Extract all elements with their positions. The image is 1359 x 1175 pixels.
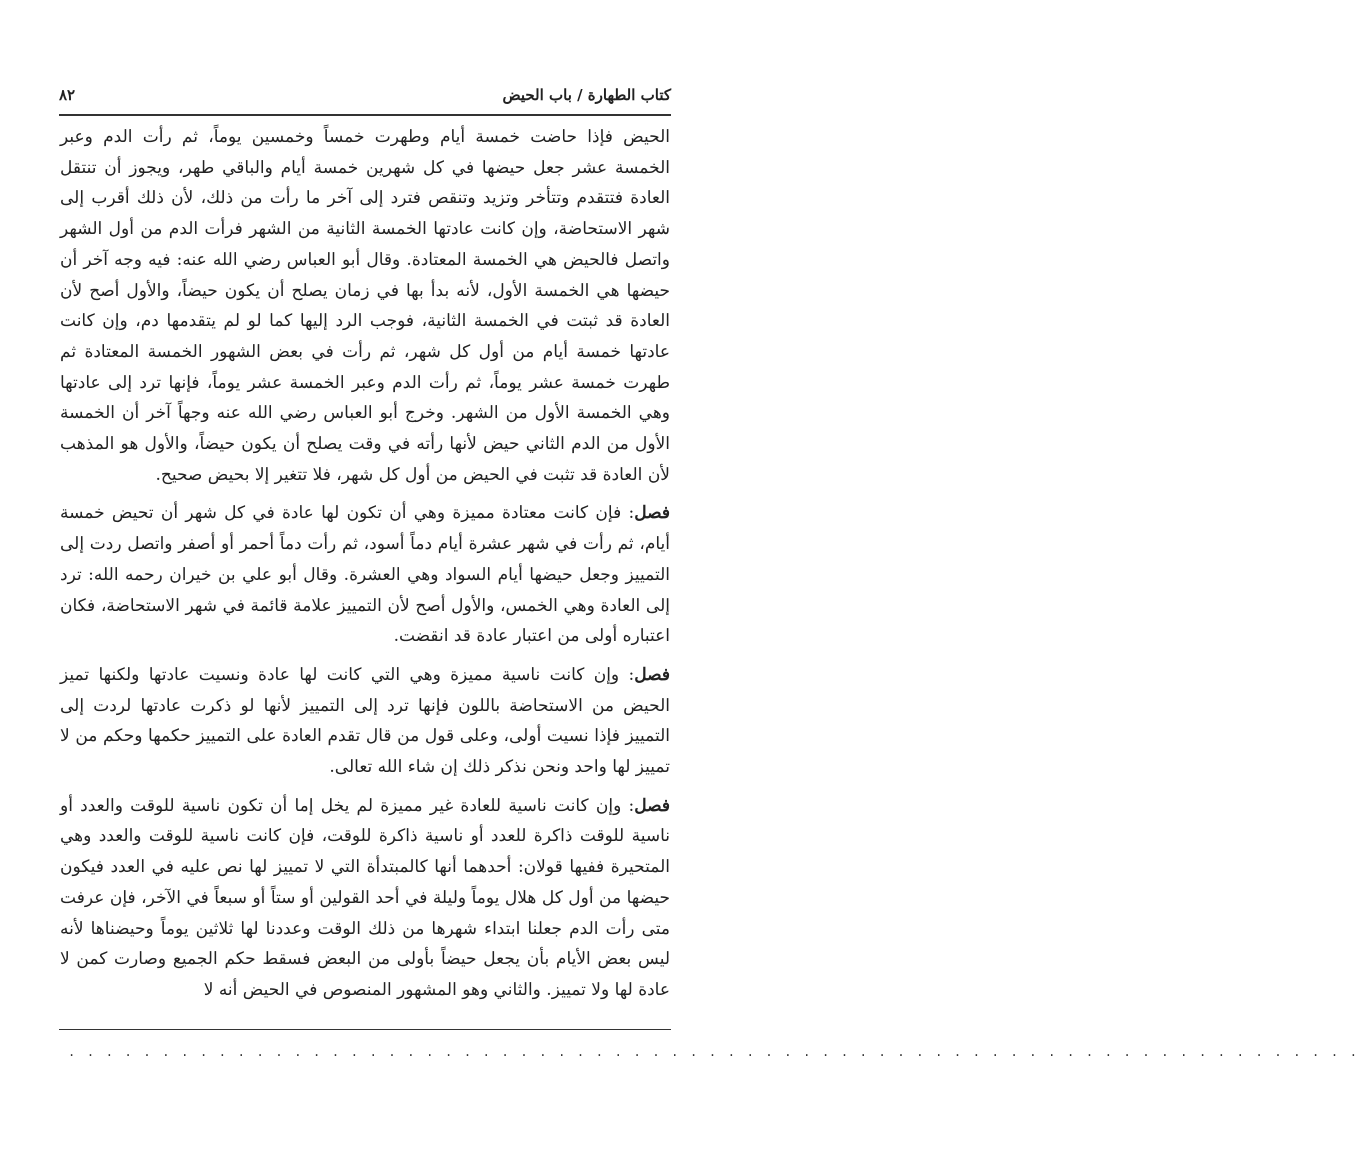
page-number: ٨٢ [59, 86, 76, 104]
section-label: فصل [634, 664, 670, 685]
paragraph-text: الحيض فإذا حاضت خمسة أيام وطهرت خمساً وخمسين يوماً، ثم رأت الدم وعبر الخمسة عشر جعل حيضها في كل شهرين خمسة أيام والباقي طهر، ويجوز أن تنتقل العادة فتتقدم وتتأخر وتزيد وتنقص فترد إلى آخر ما رأت من ذلك، لأن ذلك أقرب إلى شهر الاستحاضة، وإن كانت عادتها الخمسة الثانية من الشهر فرأت الدم من أول الشهر واتصل فالحيض هي الخمسة المعتادة. وقال أبو العباس رضي الله عنه: فيه وجه آخر أن حيضها هي الخمسة الأول، لأنه بدأ بها في زمان يصلح أن يكون حيضاً، والأول أصح لأن العادة قد ثبتت في الخمسة الثانية، فوجب الرد إليها كما لو لم يتقدمها دم، وإن كانت عادتها خمسة أيام من أول كل شهر، ثم رأت في بعض الشهور الخمسة المعتادة ثم طهرت خمسة عشر يوماً، ثم رأت الدم وعبر الخمسة عشر يوماً، فإنها ترد إلى عادتها وهي الخمسة الأول من الشهر. وخرج أبو العباس رضي الله عنه وجهاً آخر أن الخمسة الأول من الدم الثاني حيض لأنها رأته في وقت يصلح أن يكون حيضاً، والأول هو المذهب لأن العادة قد تثبت في الحيض من أول كل شهر، فلا تتغير إلا بحيض صحيح. [60, 127, 670, 485]
running-header [59, 82, 671, 108]
section-label: فصل [634, 795, 670, 816]
paragraph-1 [60, 122, 670, 490]
paragraph-2 [60, 498, 670, 652]
section-label: فصل [634, 503, 670, 524]
paragraph-text: : وإن كانت ناسية مميزة وهي التي كانت لها عادة ونسيت عادتها ولكنها تميز الحيض من الاستحاضة باللون فإنها ترد إلى التمييز لأنها لو ذكرت عادتها لردت إلى التمييز فإذا نسيت أولى، وعلى قول من قال تقدم العادة على التمييز حكمها وحكم من لا تمييز لها واحد ونحن نذكر ذلك إن شاء الله تعالى. [60, 664, 670, 778]
paragraph-text: : وإن كانت ناسية للعادة غير مميزة لم يخل إما أن تكون ناسية للوقت والعدد أو ناسية للوقت ذاكرة للعدد أو ناسية ذاكرة للوقت، فإن كانت ناسية للوقت والعدد وهي المتحيرة ففيها قولان: أحدهما أنها كالمبتدأة التي لا تمييز لها نص عليه في العدد فيكون حيضها من أول كل هلال يوماً وليلة في أحد القولين أو ستاً أو سبعاً في الآخر، فإن عرفت متى رأت الدم جعلنا ابتداء شهرها من ذلك الوقت وعددنا لها ثلاثين يوماً وحيضناها لأنه ليس بعض الأيام بأن يجعل حيضاً بأولى من البعض فسقط حكم الجميع وصارت كمن لا عادة لها ولا تمييز. والثاني وهو المشهور المنصوص في الحيض أنه لا [60, 795, 670, 1000]
footnote-rule [59, 1029, 671, 1030]
header-rule [59, 114, 671, 116]
paragraph-text: : فإن كانت معتادة مميزة وهي أن تكون لها عادة في كل شهر أن تحيض خمسة أيام، ثم رأت في شهر عشرة أيام دماً أسود، ثم رأت دماً أحمر أو أصفر واتصل ردت إلى التمييز وجعل حيضها أيام السواد وهي العشرة. وقال أبو علي بن خيران رحمه الله: ترد إلى العادة وهي الخمس، والأول أصح لأن التمييز علامة قائمة في شهر الاستحاضة، فكان اعتباره أولى من اعتبار عادة قد انقضت. [60, 503, 670, 647]
running-title: كتاب الطهارة / باب الحيض [502, 86, 671, 104]
paragraph-3 [60, 660, 670, 783]
paragraph-4 [60, 791, 670, 1006]
main-text [60, 122, 670, 1006]
footnote-dotted-line: . . . . . . . . . . . . . . . . . . . . . . . . . . . . . . . . . . . . . . . . . . . . . . . . . . . . . . . . . . . . . . . . . . . . . [68, 1045, 1359, 1059]
